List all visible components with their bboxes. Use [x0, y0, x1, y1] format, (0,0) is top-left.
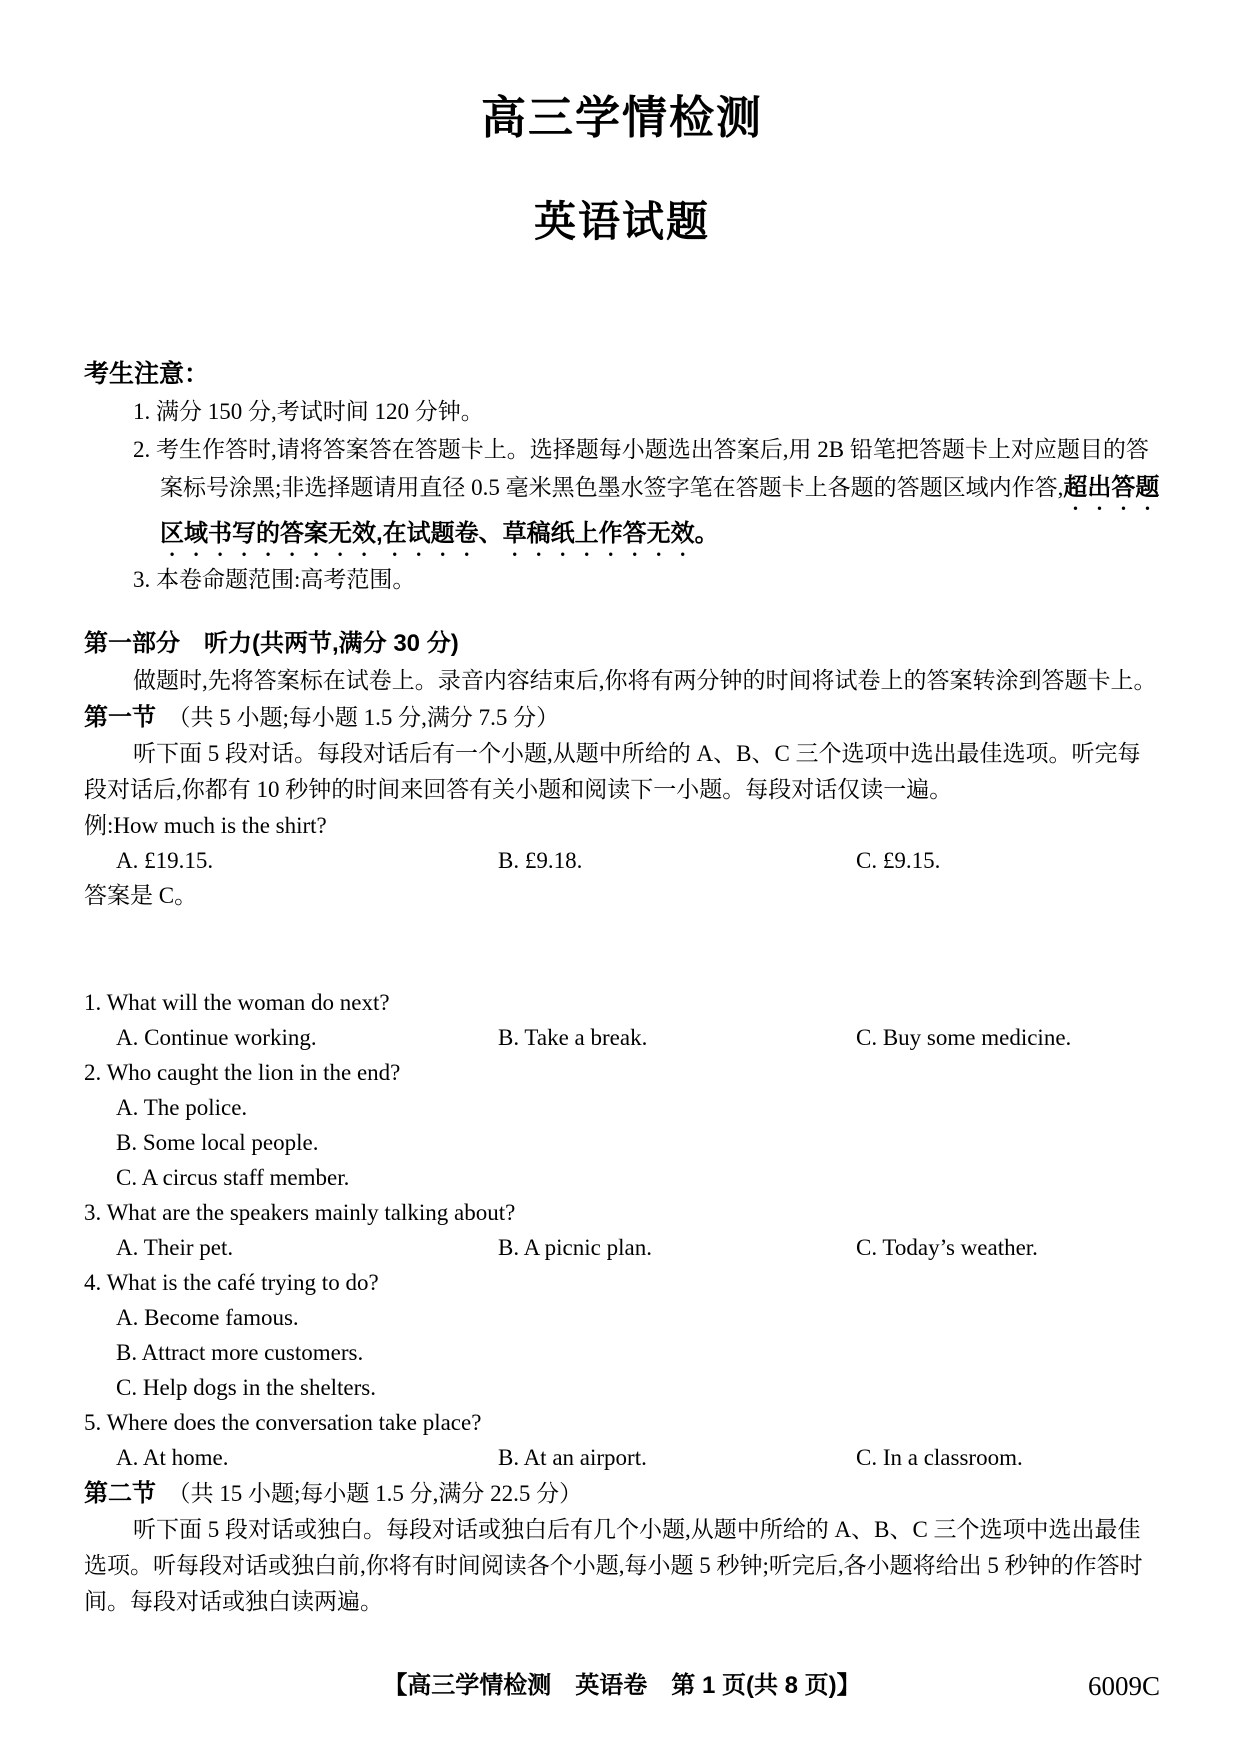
- question-4-option-a: A. Become famous.: [116, 1305, 299, 1330]
- part1-heading: 第一部分 听力(共两节,满分 30 分): [84, 630, 459, 657]
- question-3-text: 3. What are the speakers mainly talking about?: [84, 1200, 516, 1225]
- question-2: [84, 1055, 1160, 1195]
- question-5-option-a: A. At home.: [116, 1445, 229, 1470]
- example-answer: 答案是 C。: [84, 883, 198, 908]
- question-2-text: 2. Who caught the lion in the end?: [84, 1060, 401, 1085]
- example-options-row: [84, 843, 1160, 878]
- notice-item-2-text: 考生作答时,请将答案答在答题卡上。选择题每小题选出答案后,用 2B 铅笔把答题卡上对应题目的答案标号涂黑;非选择题请用直径 0.5 毫米黑色墨水签字笔在答题卡上各题的答题区域内作答,: [156, 437, 1149, 500]
- question-1-option-a: A. Continue working.: [116, 1025, 317, 1050]
- question-3-options-row: [84, 1230, 1160, 1265]
- question-1-option-b: B. Take a break.: [498, 1025, 648, 1050]
- section1-label: 第一节: [84, 704, 156, 731]
- section1-heading: [84, 699, 1160, 736]
- question-4-text: 4. What is the café trying to do?: [84, 1270, 379, 1295]
- question-3-option-a: A. Their pet.: [116, 1235, 234, 1260]
- notice-item-2: [84, 431, 1160, 561]
- paper-code: 6009C: [1087, 1671, 1160, 1701]
- notice-item-2-number: 2.: [133, 437, 156, 462]
- question-3: [84, 1195, 1160, 1265]
- example-prompt: 例:How much is the shirt?: [84, 813, 327, 838]
- exam-subtitle: 英语试题: [533, 200, 710, 246]
- question-2-option-c: C. A circus staff member.: [116, 1165, 350, 1190]
- question-4: [84, 1265, 1160, 1405]
- question-4-option-c: C. Help dogs in the shelters.: [116, 1375, 376, 1400]
- example-option-b: B. £9.18.: [498, 848, 583, 873]
- question-5: [84, 1405, 1160, 1475]
- section2-meta: （共 15 小题;每小题 1.5 分,满分 22.5 分）: [179, 1481, 583, 1506]
- question-1-option-c: C. Buy some medicine.: [856, 1025, 1072, 1050]
- notice-item-3: 3. 本卷命题范围:高考范围。: [133, 567, 416, 592]
- question-5-option-b: B. At an airport.: [498, 1445, 647, 1470]
- question-2-option-b: B. Some local people.: [116, 1130, 319, 1155]
- question-5-option-c: C. In a classroom.: [856, 1445, 1023, 1470]
- candidate-notice: [84, 355, 1160, 599]
- example-option-c: C. £9.15.: [856, 848, 941, 873]
- section1-meta: （共 5 小题;每小题 1.5 分,满分 7.5 分）: [179, 705, 560, 730]
- example-option-a: A. £19.15.: [116, 848, 214, 873]
- question-4-option-b: B. Attract more customers.: [116, 1340, 364, 1365]
- question-2-option-a: A. The police.: [116, 1095, 248, 1120]
- question-3-option-b: B. A picnic plan.: [498, 1235, 652, 1260]
- section2-label: 第二节: [84, 1480, 156, 1507]
- question-1-options-row: [84, 1020, 1160, 1055]
- footer-title-page-info: 【高三学情检测 英语卷 第 1 页(共 8 页)】: [383, 1672, 861, 1699]
- section1-questions: [84, 985, 1160, 1475]
- notice-item-2-emphasized-clause: 超出答题区域书写的答案无效,在试题卷、草稿纸上作答无效。: [160, 474, 1160, 547]
- page-footer: [84, 1668, 1160, 1704]
- question-5-text: 5. Where does the conversation take place?: [84, 1410, 482, 1435]
- section2-heading: [84, 1475, 1160, 1512]
- exam-title: 高三学情检测: [480, 93, 763, 143]
- question-3-option-c: C. Today’s weather.: [856, 1235, 1038, 1260]
- section2-intro: 听下面 5 段对话或独白。每段对话或独白后有几个小题,从题中所给的 A、B、C 三个选项中选出最佳选项。听每段对话或独白前,你将有时间阅读各个小题,每小题 5 秒钟;听完后,各小题将给出 5 秒钟的作答时间。每段对话或独白读两遍。: [84, 1517, 1143, 1614]
- question-5-options-row: [84, 1440, 1160, 1475]
- question-1-text: 1. What will the woman do next?: [84, 990, 390, 1015]
- notice-item-1: 1. 满分 150 分,考试时间 120 分钟。: [133, 399, 484, 424]
- question-1: [84, 985, 1160, 1055]
- notice-heading: 考生注意：: [84, 360, 210, 388]
- part1-intro: 做题时,先将答案标在试卷上。录音内容结束后,你将有两分钟的时间将试卷上的答案转涂到答题卡上。: [133, 668, 1157, 693]
- section1-intro: 听下面 5 段对话。每段对话后有一个小题,从题中所给的 A、B、C 三个选项中选出最佳选项。听完每段对话后,你都有 10 秒钟的时间来回答有关小题和阅读下一小题。每段对话仅读一遍。: [84, 741, 1141, 802]
